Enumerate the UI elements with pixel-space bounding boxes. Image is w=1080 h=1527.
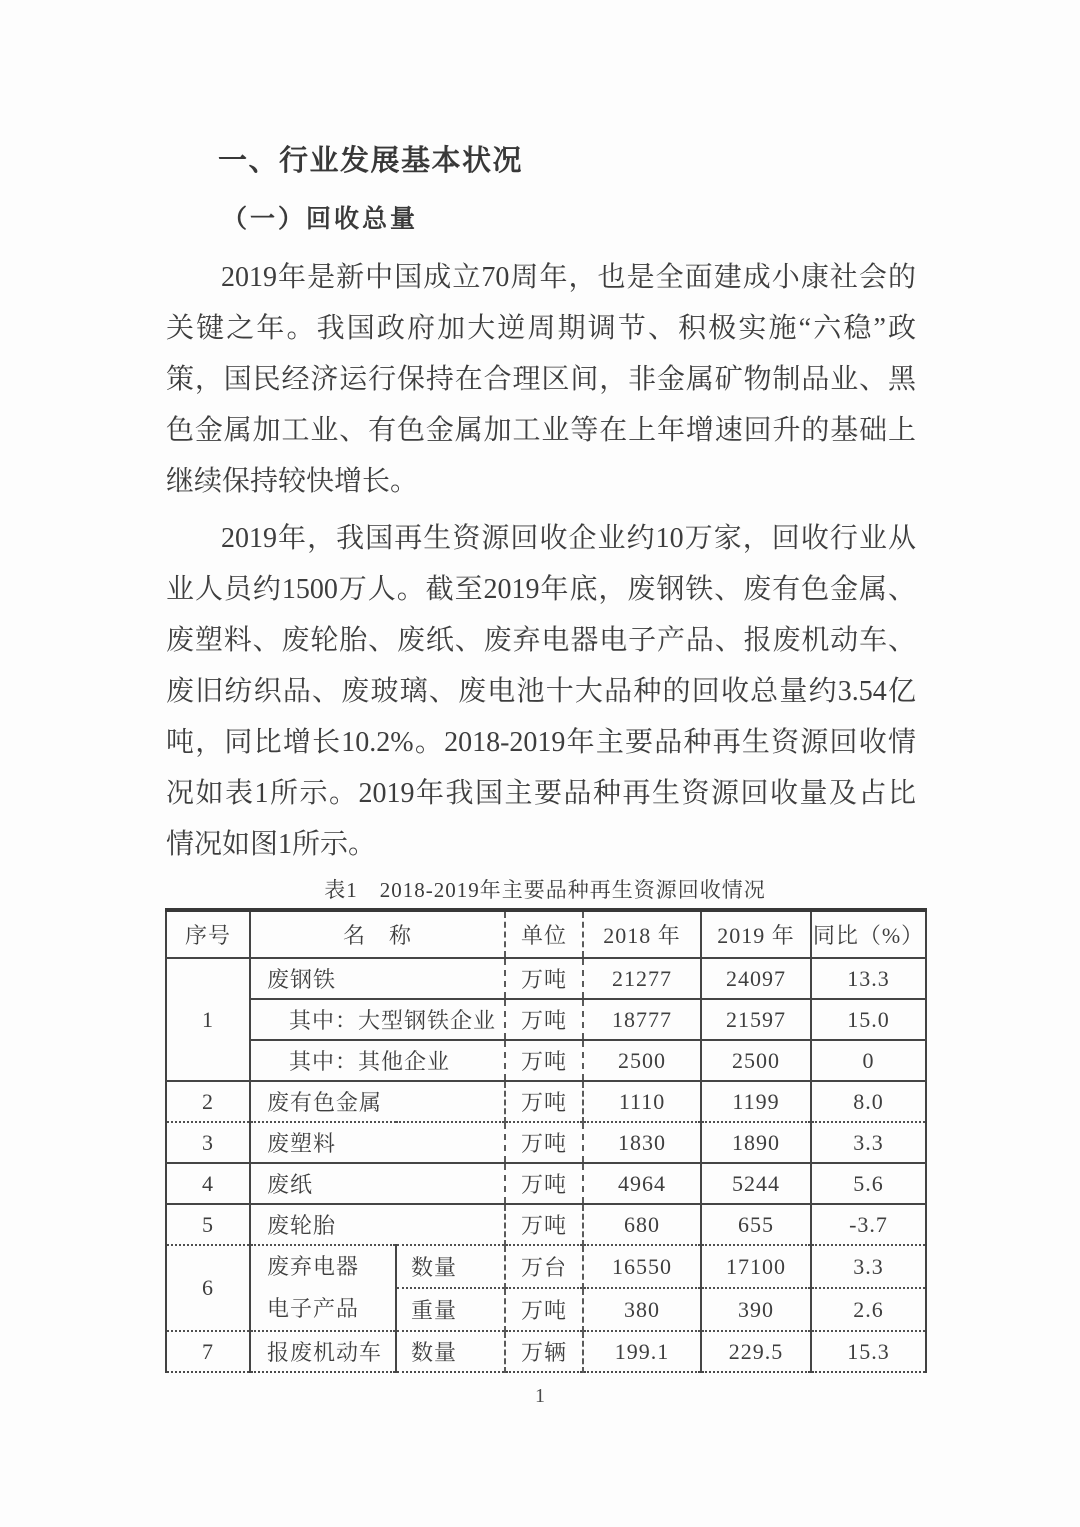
row-yoy: 3.3 bbox=[811, 1245, 926, 1288]
row-unit: 万吨 bbox=[505, 1288, 583, 1331]
row-yoy: 5.6 bbox=[811, 1163, 926, 1204]
row-unit: 万吨 bbox=[505, 958, 583, 999]
row-name: 其中：其他企业 bbox=[250, 1040, 505, 1081]
row-unit: 万吨 bbox=[505, 1163, 583, 1204]
header-name: 名 称 bbox=[250, 910, 505, 958]
header-no: 序号 bbox=[166, 910, 250, 958]
row-name-line1: 废弃电器 bbox=[267, 1254, 360, 1279]
header-2019: 2019 年 bbox=[701, 910, 811, 958]
paragraph-2-line: 业人员约1500万人。截至2019年底，废钢铁、废有色金属、 bbox=[166, 574, 916, 605]
row-no: 2 bbox=[166, 1081, 250, 1122]
paragraph-2-line: 2019年，我国再生资源回收企业约10万家，回收行业从 bbox=[221, 523, 916, 554]
row-measure: 数量 bbox=[396, 1245, 505, 1288]
row-yoy: -3.7 bbox=[811, 1204, 926, 1245]
row-2018: 380 bbox=[583, 1288, 701, 1331]
paragraph-1-line: 2019年是新中国成立70周年，也是全面建成小康社会的 bbox=[221, 262, 916, 293]
row-2018: 199.1 bbox=[583, 1331, 701, 1372]
table-row bbox=[166, 958, 926, 999]
header-yoy: 同比（%） bbox=[811, 910, 926, 958]
row-yoy: 3.3 bbox=[811, 1122, 926, 1163]
table-row bbox=[166, 1245, 926, 1288]
row-2018: 16550 bbox=[583, 1245, 701, 1288]
page-content bbox=[166, 0, 925, 1373]
row-name: 废有色金属 bbox=[250, 1081, 505, 1122]
row-unit: 万吨 bbox=[505, 999, 583, 1040]
header-unit: 单位 bbox=[505, 910, 583, 958]
row-name: 其中：大型钢铁企业 bbox=[250, 999, 505, 1040]
row-2019: 21597 bbox=[701, 999, 811, 1040]
paragraph-2-line: 废旧纺织品、废玻璃、废电池十大品种的回收总量约3.54亿 bbox=[166, 676, 916, 707]
paragraph-2-line: 情况如图1所示。 bbox=[166, 829, 377, 860]
row-unit: 万吨 bbox=[505, 1081, 583, 1122]
recycling-data-table bbox=[165, 908, 927, 1373]
row-no: 1 bbox=[166, 958, 250, 1081]
table-row bbox=[166, 1040, 926, 1081]
paragraph-2 bbox=[166, 513, 916, 870]
row-2019: 5244 bbox=[701, 1163, 811, 1204]
table-row bbox=[166, 1122, 926, 1163]
table-caption: 表1 2018-2019年主要品种再生资源回收情况 bbox=[324, 878, 766, 902]
table-header-row bbox=[166, 910, 926, 958]
row-name: 废纸 bbox=[250, 1163, 505, 1204]
table-row bbox=[166, 1081, 926, 1122]
header-2018: 2018 年 bbox=[583, 910, 701, 958]
row-2019: 1199 bbox=[701, 1081, 811, 1122]
row-yoy: 2.6 bbox=[811, 1288, 926, 1331]
row-name bbox=[250, 1245, 396, 1331]
row-yoy: 8.0 bbox=[811, 1081, 926, 1122]
row-unit: 万台 bbox=[505, 1245, 583, 1288]
row-2019: 24097 bbox=[701, 958, 811, 999]
row-yoy: 13.3 bbox=[811, 958, 926, 999]
row-2019: 390 bbox=[701, 1288, 811, 1331]
table-row bbox=[166, 1163, 926, 1204]
row-measure: 重量 bbox=[396, 1288, 505, 1331]
paragraph-2-line: 吨，同比增长10.2%。2018-2019年主要品种再生资源回收情 bbox=[166, 727, 916, 758]
row-unit: 万吨 bbox=[505, 1204, 583, 1245]
row-2018: 680 bbox=[583, 1204, 701, 1245]
row-name: 废轮胎 bbox=[250, 1204, 505, 1245]
row-no: 7 bbox=[166, 1331, 250, 1372]
row-2019: 229.5 bbox=[701, 1331, 811, 1372]
row-no: 4 bbox=[166, 1163, 250, 1204]
paragraph-2-line: 废塑料、废轮胎、废纸、废弃电器电子产品、报废机动车、 bbox=[166, 625, 916, 656]
row-unit: 万辆 bbox=[505, 1331, 583, 1372]
row-2019: 1890 bbox=[701, 1122, 811, 1163]
row-yoy: 0 bbox=[811, 1040, 926, 1081]
row-2018: 1830 bbox=[583, 1122, 701, 1163]
row-name: 报废机动车 bbox=[250, 1331, 396, 1372]
row-name: 废钢铁 bbox=[250, 958, 505, 999]
paragraph-1 bbox=[166, 252, 916, 507]
row-no: 3 bbox=[166, 1122, 250, 1163]
row-2019: 655 bbox=[701, 1204, 811, 1245]
row-2018: 1110 bbox=[583, 1081, 701, 1122]
row-2018: 21277 bbox=[583, 958, 701, 999]
row-2019: 2500 bbox=[701, 1040, 811, 1081]
row-name: 废塑料 bbox=[250, 1122, 505, 1163]
row-unit: 万吨 bbox=[505, 1122, 583, 1163]
row-yoy: 15.3 bbox=[847, 1338, 890, 1364]
row-2018: 2500 bbox=[583, 1040, 701, 1081]
row-name-line2: 电子产品 bbox=[267, 1296, 360, 1321]
paragraph-1-line: 继续保持较快增长。 bbox=[166, 466, 419, 497]
paragraph-1-line: 策，国民经济运行保持在合理区间，非金属矿物制品业、黑 bbox=[166, 364, 916, 395]
row-2018: 4964 bbox=[583, 1163, 701, 1204]
table-row bbox=[166, 1331, 926, 1372]
table-row bbox=[166, 1204, 926, 1245]
paragraph-1-line: 色金属加工业、有色金属加工业等在上年增速回升的基础上 bbox=[166, 415, 916, 446]
paragraph-1-line: 关键之年。我国政府加大逆周期调节、积极实施“六稳”政 bbox=[166, 313, 916, 344]
row-no: 5 bbox=[166, 1204, 250, 1245]
row-unit: 万吨 bbox=[505, 1040, 583, 1081]
row-2019: 17100 bbox=[701, 1245, 811, 1288]
page-number: 1 bbox=[535, 1385, 545, 1407]
subsection-heading: （一）回收总量 bbox=[222, 206, 419, 233]
row-measure: 数量 bbox=[396, 1331, 505, 1372]
row-no: 6 bbox=[166, 1245, 250, 1331]
section-heading: 一、行业发展基本状况 bbox=[218, 145, 524, 177]
row-2018: 18777 bbox=[583, 999, 701, 1040]
table-row bbox=[166, 999, 926, 1040]
row-yoy: 15.0 bbox=[811, 999, 926, 1040]
paragraph-2-line: 况如表1所示。2019年我国主要品种再生资源回收量及占比 bbox=[166, 778, 916, 809]
